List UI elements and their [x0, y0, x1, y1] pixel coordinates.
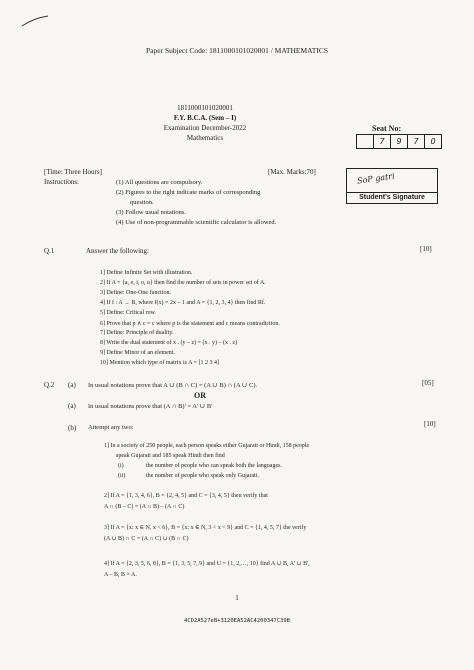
instruction-item: (4) Use of non-programmable scientific calculator is allowed. [116, 219, 277, 226]
instructions-label: Instructions: [44, 178, 79, 186]
max-marks: [Max. Marks:70] [268, 168, 316, 176]
subquestion-line: 1] In a society of 250 people, each person speaks either Gujarati or Hindi, 158 people [104, 443, 310, 449]
subquestion-line: the number of people who speak only Gujarati. [146, 473, 259, 479]
seat-digit [357, 135, 374, 148]
question-number: Q.1 [44, 247, 55, 255]
signature-label: Student's Signature [347, 192, 437, 201]
subquestion-marker: (ii) [118, 473, 126, 479]
q1-item: 8] Write the dual statement of x . (y – z) = (x . y) – (x . z) [100, 340, 238, 346]
instruction-item: (2) Figures to the right indicate marks of corresponding [116, 189, 261, 196]
seat-digit: 7 [374, 135, 391, 148]
q1-item: 9] Define Minor of an element. [100, 350, 175, 356]
part-text: In usual notations prove that (A ∩ B)' = A' ∪ B' [88, 403, 213, 410]
subquestion-line: speak Gujarati and 185 speak Hindi then find [116, 453, 225, 459]
subquestion-line: the number of people who can speak both the languages. [146, 463, 282, 469]
part-label: (a) [68, 402, 76, 410]
question-title: Answer the following: [86, 247, 149, 255]
instruction-item: question. [130, 199, 154, 206]
subquestion-line: 2] If A = {1, 3, 4, 6}, B = {2, 4, 5} and C = {3, 4, 5} then verify that [104, 493, 268, 499]
part-label: (a) [68, 381, 76, 389]
seat-digit: 9 [391, 135, 408, 148]
question-marks: [10] [420, 245, 432, 253]
subquestion-marker: (i) [118, 463, 124, 469]
subquestion-line: A – B, B × A. [104, 572, 137, 578]
q1-item: 10] Mention which type of matrix is A = [1 2 3 4] [100, 360, 220, 366]
subject-name: Mathematics [186, 134, 224, 142]
q1-item: 5] Define: Critical row. [100, 310, 156, 316]
paper-subject-code: Paper Subject Code: 1811000101020001 / MATHEMATICS [145, 46, 329, 55]
course-name: F.Y. B.C.A. (Sem – I) [173, 114, 237, 122]
part-label: (b) [68, 424, 77, 432]
subquestion-line: 3] If A = {x: x ∈ N, x < 6}, B = {x: x ∈ N, 3 < x < 9} and C = {1, 4, 5, 7} the verify [104, 525, 307, 531]
q1-item: 1] Define Infinite Set with illustration. [100, 270, 193, 276]
seat-digit: 7 [408, 135, 425, 148]
question-marks: [10] [424, 420, 436, 428]
signature-box [346, 168, 438, 204]
course-code: 1811000101020001 [177, 104, 233, 112]
page-number: 1 [235, 594, 239, 602]
q1-item: 7] Define: Principle of duality. [100, 330, 174, 336]
subquestion-line: (A ∪ B) ∩ C = (A ∩ C) ∪ (B ∩ C) [104, 536, 189, 542]
handwritten-signature: SoP gatri [356, 171, 396, 186]
instruction-item: (1) All questions are compulsory. [116, 179, 203, 186]
seat-digit: 0 [430, 137, 436, 146]
exam-time: [Time: Three Hours] [44, 168, 102, 176]
question-number: Q.2 [44, 381, 55, 389]
q1-item: 3] Define: One-One function. [100, 290, 171, 296]
instruction-item: (3) Follow usual notations. [116, 209, 187, 216]
question-marks: [05] [422, 379, 434, 387]
or-separator: OR [194, 391, 206, 400]
q1-item: 6] Prove that p ∧ c = c where p is the statement and c means contradiction. [100, 321, 280, 327]
part-text: Attempt any two: [88, 424, 134, 431]
seat-number-boxes [356, 134, 442, 149]
seat-number-label: Seat No: [372, 124, 402, 133]
q1-item: 2] If A = {a, e, i, o, u} then find the number of sets in power set of A. [100, 280, 266, 286]
document-hash: 4CD2A527eB+3120EA52AC4200347C39B [184, 618, 290, 624]
subquestion-line: 4] If A = {2, 3, 5, 6, 8}, B = {1, 3, 5, 7, 9} and U = {1, 2,…, 10} find A ∪ B, A' ∪ B', [104, 561, 310, 567]
pen-mark [20, 14, 50, 28]
part-text: In usual notations prove that A ∪ (B ∩ C) = (A ∪ B) ∩ (A ∪ C). [88, 382, 258, 389]
q1-item: 4] If f : A → B, where f(x) = 2x – 1 and A = {1, 2, 3, 4} then find Rf. [100, 300, 266, 306]
exam-name: Examination December-2022 [163, 124, 247, 132]
subquestion-line: A ∩ (B – C) = (A ∩ B) – (A ∩ C) [104, 504, 185, 510]
